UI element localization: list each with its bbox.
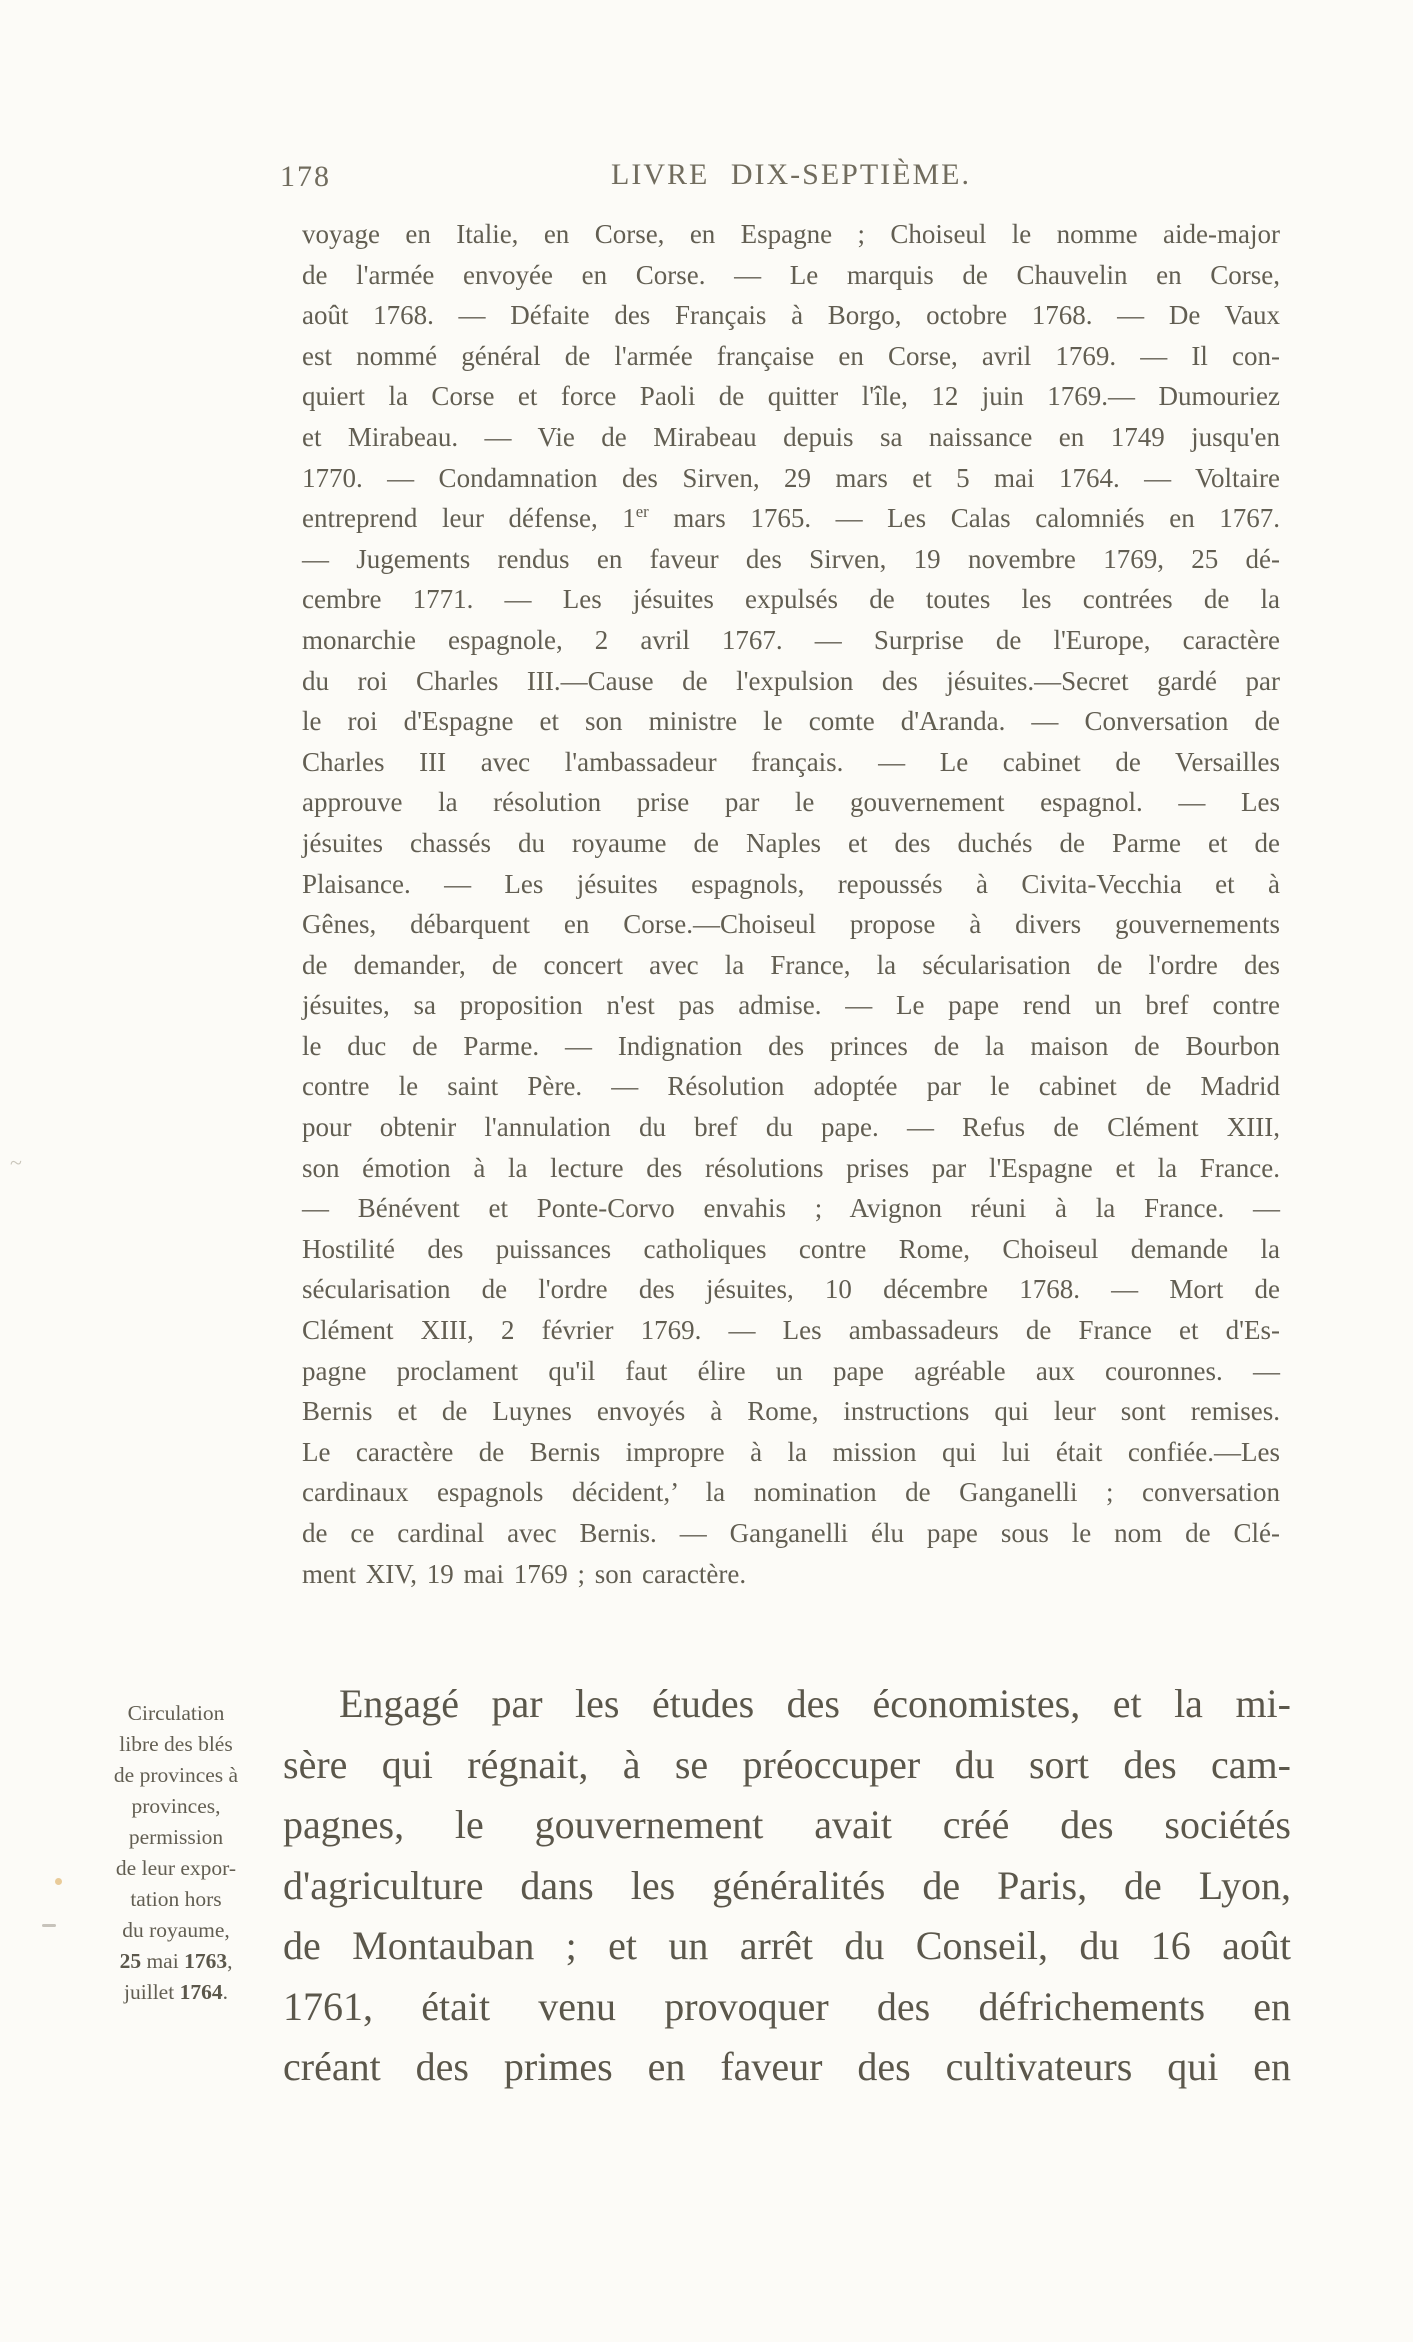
- body-line: 1761, était venu provoquer des défrichements en: [283, 1983, 1291, 2029]
- summary-line: de ce cardinal avec Bernis. — Ganganelli élu pape sous le nom de Clé-: [302, 1518, 1280, 1548]
- body-paragraph: [283, 1674, 1291, 2098]
- summary-line: Plaisance. — Les jésuites espagnols, repoussés à Civita-Vecchia et à: [302, 868, 1280, 899]
- summary-line: sécularisation de l'ordre des jésuites, 10 décembre 1768. — Mort de: [302, 1274, 1280, 1305]
- margin-note: [52, 1698, 300, 2008]
- summary-line: cembre 1771. — Les jésuites expulsés de toutes les contrées de la: [302, 584, 1280, 615]
- summary-line: voyage en Italie, en Corse, en Espagne ; Choiseul le nomme aide-major: [302, 219, 1280, 249]
- summary-line: le roi d'Espagne et son ministre le comte d'Aranda. — Conversation de: [302, 706, 1280, 737]
- summary-line: pour obtenir l'annulation du bref du pape. — Refus de Clément XIII,: [302, 1112, 1280, 1143]
- scan-artifact-dash: [42, 1924, 56, 1927]
- summary-line: — Bénévent et Ponte-Corvo envahis ; Avignon réuni à la France. —: [302, 1193, 1280, 1224]
- body-line: créant des primes en faveur des cultivateurs qui en: [283, 2044, 1291, 2089]
- summary-line: du roi Charles III.—Cause de l'expulsion des jésuites.—Secret gardé par: [302, 665, 1280, 696]
- summary-line: de l'armée envoyée en Corse. — Le marquis de Chauvelin en Corse,: [302, 259, 1280, 290]
- body-line: Engagé par les études des économistes, et la mi-: [339, 1681, 1291, 1726]
- scan-artifact-dot: [55, 1878, 62, 1885]
- margin-note-line: de leur expor-: [115, 1856, 237, 1880]
- scan-artifact-mark: ~: [10, 1150, 22, 1175]
- summary-line: et Mirabeau. — Vie de Mirabeau depuis sa naissance en 1749 jusqu'en: [302, 421, 1280, 452]
- margin-note-line: provinces,: [131, 1794, 221, 1818]
- body-line: sère qui régnait, à se préoccuper du sort des cam-: [283, 1741, 1291, 1787]
- body-line: pagnes, le gouvernement avait créé des sociétés: [283, 1802, 1291, 1847]
- summary-line: ment XIV, 19 mai 1769 ; son caractère.: [302, 1558, 747, 1589]
- body-line: de Montauban ; et un arrêt du Conseil, du 16 août: [283, 1923, 1291, 1968]
- margin-note-line: juillet 1764.: [124, 1980, 228, 2004]
- summary-line: Bernis et de Luynes envoyés à Rome, instructions qui leur sont remises.: [302, 1396, 1280, 1427]
- margin-note-line: libre des blés: [119, 1732, 233, 1756]
- summary-line: son émotion à la lecture des résolutions prises par l'Espagne et la France.: [302, 1152, 1280, 1183]
- summary-line: approuve la résolution prise par le gouvernement espagnol. — Les: [302, 787, 1280, 818]
- summary-line: Le caractère de Bernis impropre à la mission qui lui était confiée.—Les: [302, 1436, 1280, 1467]
- summary-line: août 1768. — Défaite des Français à Borgo, octobre 1768. — De Vaux: [302, 300, 1280, 331]
- summary-line: jésuites chassés du royaume de Naples et des duchés de Parme et de: [302, 827, 1280, 858]
- margin-note-line: 25 mai 1763,: [119, 1949, 233, 1973]
- summary-line: monarchie espagnole, 2 avril 1767. — Surprise de l'Europe, caractère: [302, 624, 1280, 655]
- summary-line: jésuites, sa proposition n'est pas admise. — Le pape rend un bref contre: [302, 990, 1280, 1021]
- margin-note-line: tation hors: [130, 1887, 222, 1911]
- margin-note-line: de provinces à: [113, 1763, 239, 1787]
- margin-note-line: du royaume,: [122, 1918, 230, 1942]
- summary-line: quiert la Corse et force Paoli de quitter l'île, 12 juin 1769.— Dumouriez: [302, 381, 1280, 412]
- margin-note-line: permission: [128, 1825, 224, 1849]
- summary-line: 1770. — Condamnation des Sirven, 29 mars et 5 mai 1764. — Voltaire: [302, 462, 1280, 493]
- summary-line: est nommé général de l'armée française en Corse, avril 1769. — Il con-: [302, 340, 1280, 371]
- summary-line: Hostilité des puissances catholiques contre Rome, Choiseul demande la: [302, 1233, 1280, 1264]
- summary-line: Gênes, débarquent en Corse.—Choiseul propose à divers gouvernements: [302, 909, 1280, 940]
- summary-line: contre le saint Père. — Résolution adoptée par le cabinet de Madrid: [302, 1071, 1280, 1102]
- running-title: LIVRE DIX-SEPTIÈME.: [611, 158, 971, 191]
- body-line: d'agriculture dans les généralités de Paris, de Lyon,: [283, 1862, 1291, 1908]
- summary-line: le duc de Parme. — Indignation des princes de la maison de Bourbon: [302, 1030, 1280, 1061]
- chapter-summary: [302, 214, 1280, 1594]
- summary-line: Clément XIII, 2 février 1769. — Les ambassadeurs de France et d'Es-: [302, 1315, 1280, 1346]
- summary-line: cardinaux espagnols décident,’ la nomination de Ganganelli ; conversation: [302, 1477, 1280, 1508]
- margin-note-line: Circulation: [127, 1701, 225, 1725]
- summary-line: entreprend leur défense, 1er mars 1765. — Les Calas calomniés en 1767.: [302, 502, 1280, 534]
- page-number: 178: [280, 160, 331, 193]
- summary-line: de demander, de concert avec la France, la sécularisation de l'ordre des: [302, 949, 1280, 980]
- summary-line: pagne proclament qu'il faut élire un pape agréable aux couronnes. —: [302, 1355, 1280, 1386]
- summary-line: Charles III avec l'ambassadeur français. — Le cabinet de Versailles: [302, 746, 1280, 777]
- summary-line: — Jugements rendus en faveur des Sirven, 19 novembre 1769, 25 dé-: [302, 543, 1280, 574]
